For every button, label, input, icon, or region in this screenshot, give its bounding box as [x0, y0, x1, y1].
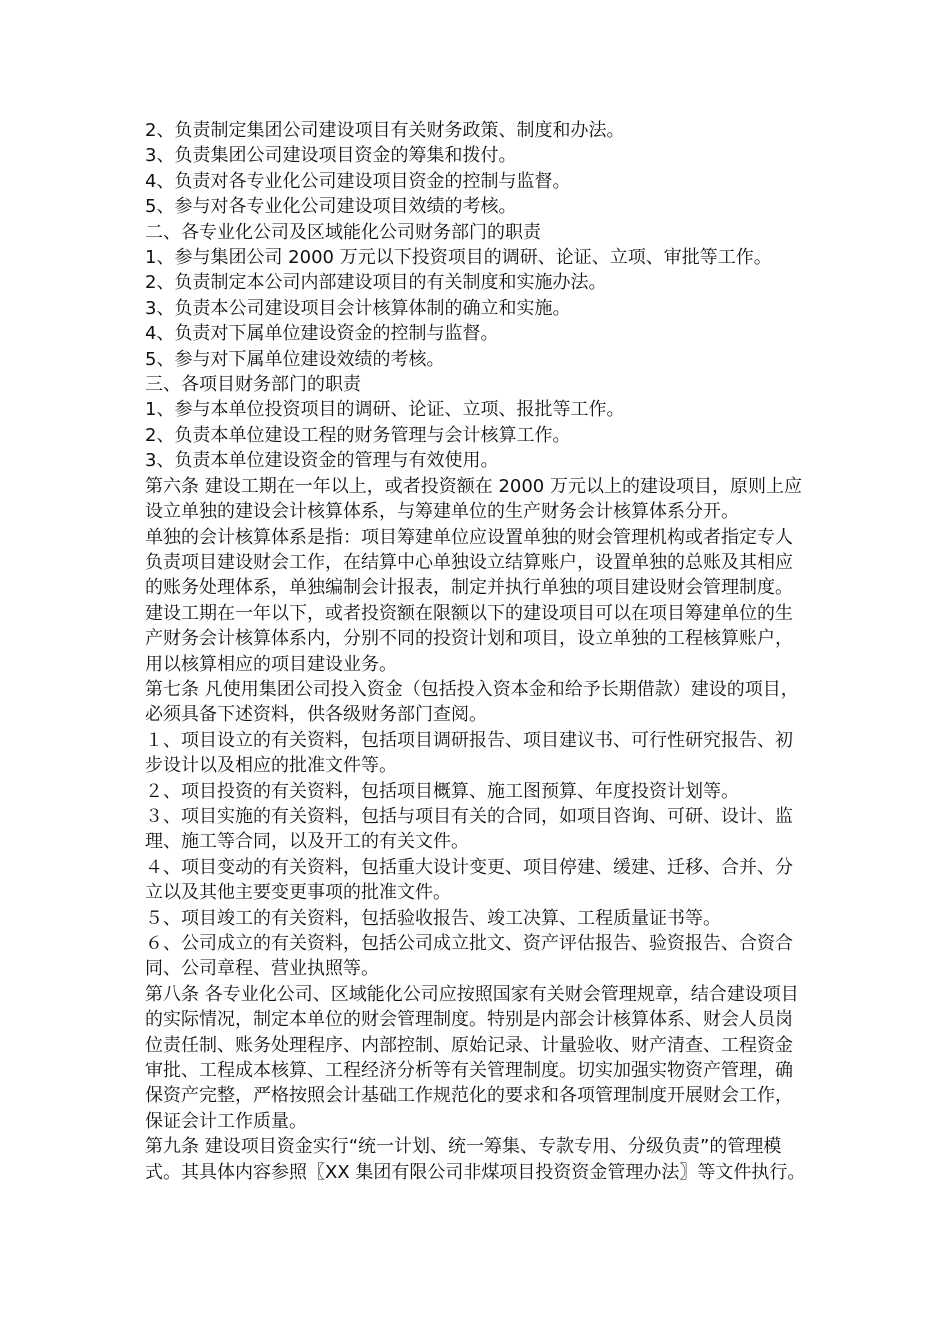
paragraph-section2-item-5: 5、参与对下属单位建设效绩的考核。: [145, 348, 445, 370]
document-body: [145, 118, 810, 1185]
paragraph-section2-item-3: 3、负责本公司建设项目会计核算体制的确立和实施。: [145, 297, 571, 319]
article-6-short-term: 建设工期在一年以下，或者投资额在限额以下的建设项目可以在项目筹建单位的生产财务会计核算体系内，分别不同的投资计划和项目，设立单独的工程核算账户，用以核算相应的项目建设业务。: [145, 602, 793, 675]
paragraph-section2-item-1: 1、参与集团公司 2000 万元以下投资项目的调研、论证、立项、审批等工作。: [145, 247, 772, 269]
paragraph-duty-4: 4、负责对各专业化公司建设项目资金的控制与监督。: [145, 170, 571, 192]
article-6: 第六条 建设工期在一年以上，或者投资额在 2000 万元以上的建设项目，原则上应设立单独的建设会计核算体系，与筹建单位的生产财务会计核算体系分开。: [145, 475, 802, 523]
paragraph-duty-5: 5、参与对各专业化公司建设项目效绩的考核。: [145, 196, 517, 218]
article-9: 第九条 建设项目资金实行“统一计划、统一筹集、专款专用、分级负责”的管理模式。其具体内容参照〖XX 集团有限公司非煤项目投资资金管理办法〗等文件执行。: [145, 1136, 806, 1183]
section-heading-3: 三、各项目财务部门的职责: [145, 374, 361, 396]
article-7-item-2: ２、项目投资的有关资料，包括项目概算、施工图预算、年度投资计划等。: [145, 780, 739, 802]
article-7-item-3: ３、项目实施的有关资料，包括与项目有关的合同，如项目咨询、可研、设计、监理、施工等合同，以及开工的有关文件。: [145, 805, 793, 853]
paragraph-section3-item-2: 2、负责本单位建设工程的财务管理与会计核算工作。: [145, 424, 571, 446]
paragraph-section3-item-1: 1、参与本单位投资项目的调研、论证、立项、报批等工作。: [145, 399, 625, 421]
paragraph-duty-3: 3、负责集团公司建设项目资金的筹集和拨付。: [145, 145, 517, 167]
article-7-item-1: １、项目设立的有关资料，包括项目调研报告、项目建议书、可行性研究报告、初步设计以及相应的批准文件等。: [145, 729, 793, 777]
article-7-item-6: ６、公司成立的有关资料，包括公司成立批文、资产评估报告、验资报告、合资合同、公司章程、营业执照等。: [145, 933, 793, 980]
article-7-item-4: ４、项目变动的有关资料，包括重大设计变更、项目停建、缓建、迁移、合并、分立以及其他主要变更事项的批准文件。: [145, 856, 793, 904]
article-7: 第七条 凡使用集团公司投入资金（包括投入资本金和给予长期借款）建设的项目，必须具备下述资料，供各级财务部门查阅。: [145, 678, 799, 726]
article-8: 第八条 各专业化公司、区域能化公司应按照国家有关财会管理规章，结合建设项目的实际情况，制定本单位的财会管理制度。特别是内部会计核算体系、财会人员岗位责任制、账务处理程序、内部控制、原始记录、计量验收、财产清查、工程资金审批、工程成本核算、工程经济分析等有关管理制度。切实加强实物资产管理，确保资产完整，严格按照会计基础工作规范化的要求和各项管理制度开展财会工作，保证会计工作质量。: [145, 983, 799, 1132]
article-6-definition: 单独的会计核算体系是指：项目筹建单位应设置单独的财会管理机构或者指定专人负责项目建设财会工作，在结算中心单独设立结算账户，设置单独的总账及其相应的账务处理体系，单独编制会计报表，制定并执行单独的项目建设财会管理制度。: [145, 526, 793, 599]
paragraph-section2-item-4: 4、负责对下属单位建设资金的控制与监督。: [145, 323, 499, 345]
article-7-item-5: ５、项目竣工的有关资料，包括验收报告、竣工决算、工程质量证书等。: [145, 907, 721, 929]
section-heading-2: 二、各专业化公司及区域能化公司财务部门的职责: [145, 221, 541, 243]
paragraph-duty-2: 2、负责制定集团公司建设项目有关财务政策、制度和办法。: [145, 120, 625, 141]
paragraph-section3-item-3: 3、负责本单位建设资金的管理与有效使用。: [145, 450, 499, 472]
paragraph-section2-item-2: 2、负责制定本公司内部建设项目的有关制度和实施办法。: [145, 272, 607, 294]
